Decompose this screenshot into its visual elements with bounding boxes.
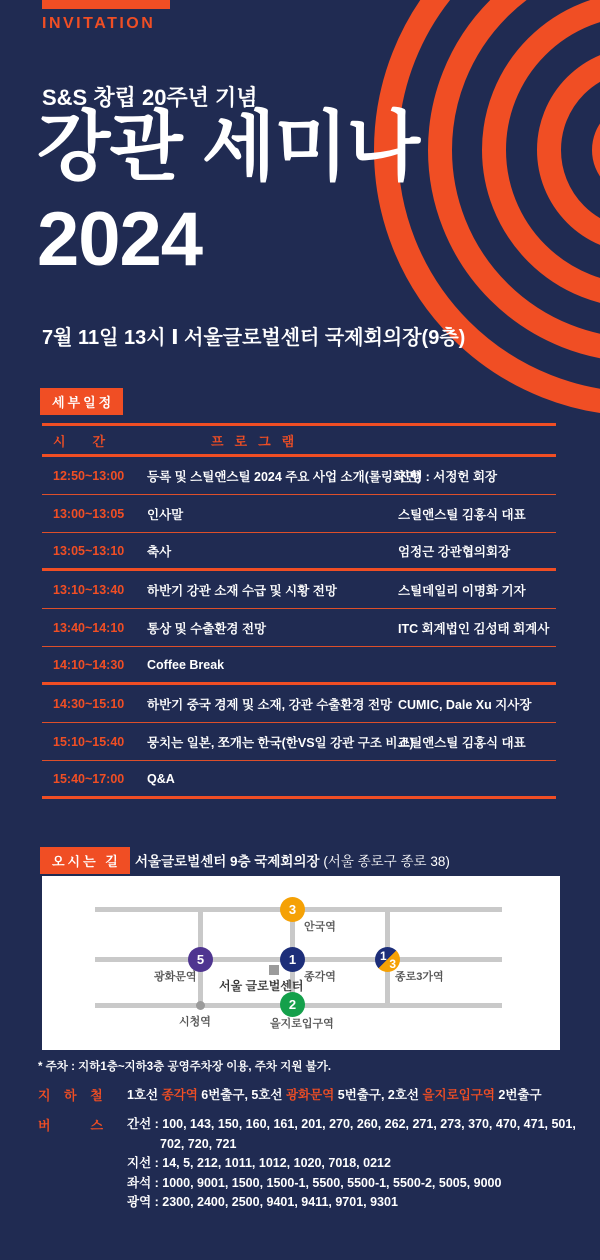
- schedule-time: 14:30~15:10: [53, 696, 125, 711]
- line-number: 3: [389, 957, 396, 971]
- subway-station-highlight: 종각역: [161, 1088, 198, 1102]
- subway-map: [42, 876, 560, 1050]
- subway-text: 1호선: [127, 1088, 162, 1102]
- station-label-jongno3ga: 종로3가역: [395, 971, 444, 983]
- schedule-row: [42, 685, 556, 723]
- schedule-program: 축사: [147, 544, 172, 559]
- station-marker-line3-anguk: [280, 897, 305, 922]
- line-number: 2: [288, 997, 297, 1012]
- station-marker-line2-euljiro: [280, 992, 305, 1017]
- schedule-section-badge: 세부일정: [40, 388, 123, 415]
- schedule-speaker: 스틸데일리 이명화 기자: [398, 583, 526, 598]
- schedule-row: [42, 495, 556, 533]
- schedule-row: [42, 533, 556, 571]
- bus-line-metro: 광역 : 2300, 2400, 2500, 9401, 9411, 9701, 9301: [127, 1195, 398, 1209]
- station-marker-line1-jonggak: [280, 947, 305, 972]
- venue-name: 서울글로벌센터 9층 국제회의장: [135, 854, 320, 869]
- schedule-speaker: 스틸앤스틸 김홍식 대표: [398, 507, 526, 522]
- bus-line-seat: 좌석 : 1000, 9001, 1500, 1500-1, 5500, 5500-1, 5500-2, 5005, 9000: [127, 1175, 502, 1190]
- schedule-time: 15:10~15:40: [53, 734, 125, 749]
- schedule-time: 13:05~13:10: [53, 543, 125, 558]
- schedule-time: 13:40~14:10: [53, 620, 125, 635]
- schedule-program: Coffee Break: [147, 657, 225, 672]
- schedule-row: [42, 457, 556, 495]
- station-label-jonggak: 종각역: [304, 971, 336, 983]
- line-number: 1: [380, 949, 387, 963]
- schedule-table: [42, 423, 556, 799]
- bus-line-trunk-continued: 702, 720, 721: [160, 1136, 237, 1151]
- schedule-program: 인사말: [147, 507, 184, 522]
- schedule-program: 하반기 중국 경제 및 소재, 강관 수출환경 전망: [147, 697, 393, 712]
- accent-top-bar: [42, 0, 170, 9]
- schedule-row: [42, 761, 556, 799]
- poster-title-line2: 2024: [37, 197, 203, 282]
- station-label-anguk: 안국역: [304, 921, 336, 933]
- station-dot-cityhall: [196, 1001, 205, 1010]
- schedule-speaker: 스틸앤스틸 김홍식 대표: [398, 735, 526, 750]
- schedule-program: 하반기 강관 소재 수급 및 시황 전망: [147, 583, 337, 598]
- parking-note: * 주차 : 지하1층~지하3층 공영주차장 이용, 주차 지원 불가.: [38, 1061, 332, 1073]
- event-date-venue: 7월 11일 13시 Ⅰ 서울글로벌센터 국제회의장(9층): [42, 327, 466, 349]
- schedule-row: [42, 609, 556, 647]
- schedule-program: 뭉치는 일본, 쪼개는 한국(한VS일 강관 구조 비교): [147, 735, 414, 750]
- eyebrow-invitation: INVITATION: [42, 15, 156, 32]
- schedule-time: 14:10~14:30: [53, 657, 125, 672]
- directions-section-badge: 오시는 길: [40, 847, 130, 874]
- poster-title-line1: 강관 세미나: [37, 105, 420, 190]
- schedule-program: Q&A: [147, 771, 175, 786]
- subway-text: 2번출구: [494, 1088, 542, 1102]
- directions-venue-title: [135, 850, 450, 870]
- schedule-speaker: 엄정근 강관협의회장: [398, 544, 511, 559]
- venue-building-label: 서울 글로벌센터: [219, 979, 304, 993]
- schedule-row: [42, 571, 556, 609]
- column-header-program: 프로그램: [211, 433, 306, 449]
- schedule-row: [42, 723, 556, 761]
- subway-station-highlight: 광화문역: [285, 1088, 335, 1102]
- schedule-time: 13:10~13:40: [53, 582, 125, 597]
- schedule-time: 15:40~17:00: [53, 771, 125, 786]
- schedule-program: 통상 및 수출환경 전망: [147, 621, 267, 636]
- schedule-time: 13:00~13:05: [53, 506, 125, 521]
- subway-exits-info: [127, 1085, 542, 1103]
- subway-text: 6번출구, 5호선: [197, 1088, 286, 1102]
- schedule-speaker: ITC 회계법인 김성태 회계사: [398, 621, 550, 636]
- schedule-table-header: [42, 426, 556, 457]
- subway-text: 5번출구, 2호선: [334, 1088, 423, 1102]
- venue-building-marker: [269, 965, 279, 975]
- bus-line-branch: 지선 : 14, 5, 212, 1011, 1012, 1020, 7018, 0212: [127, 1156, 391, 1170]
- station-label-gwanghwamun: 광화문역: [154, 971, 197, 983]
- schedule-speaker: 진행 : 서정헌 회장: [398, 469, 498, 484]
- line-number: 5: [196, 952, 205, 967]
- bus-line-trunk: 간선 : 100, 143, 150, 160, 161, 201, 270, 260, 262, 271, 273, 370, 470, 471, 501,: [127, 1117, 576, 1131]
- venue-address: (서울 종로구 종로 38): [323, 854, 450, 869]
- station-label-cityhall: 시청역: [179, 1016, 211, 1028]
- bus-label: 버스: [38, 1118, 144, 1133]
- schedule-time: 12:50~13:00: [53, 468, 125, 483]
- station-label-euljiro: 을지로입구역: [270, 1018, 334, 1030]
- column-header-time: 시간: [53, 433, 133, 449]
- subway-label: 지하철: [38, 1088, 117, 1103]
- schedule-program: 등록 및 스틸앤스틸 2024 주요 사업 소개(롤링화면): [147, 469, 422, 484]
- line-number: 1: [288, 952, 297, 967]
- line-number: 3: [288, 902, 297, 917]
- anniversary-subtitle: S&S 창립 20주년 기념: [42, 85, 258, 110]
- schedule-row: [42, 647, 556, 685]
- subway-station-highlight: 을지로입구역: [422, 1088, 495, 1102]
- bus-routes-info: [127, 1115, 576, 1213]
- schedule-speaker: CUMIC, Dale Xu 지사장: [398, 697, 532, 712]
